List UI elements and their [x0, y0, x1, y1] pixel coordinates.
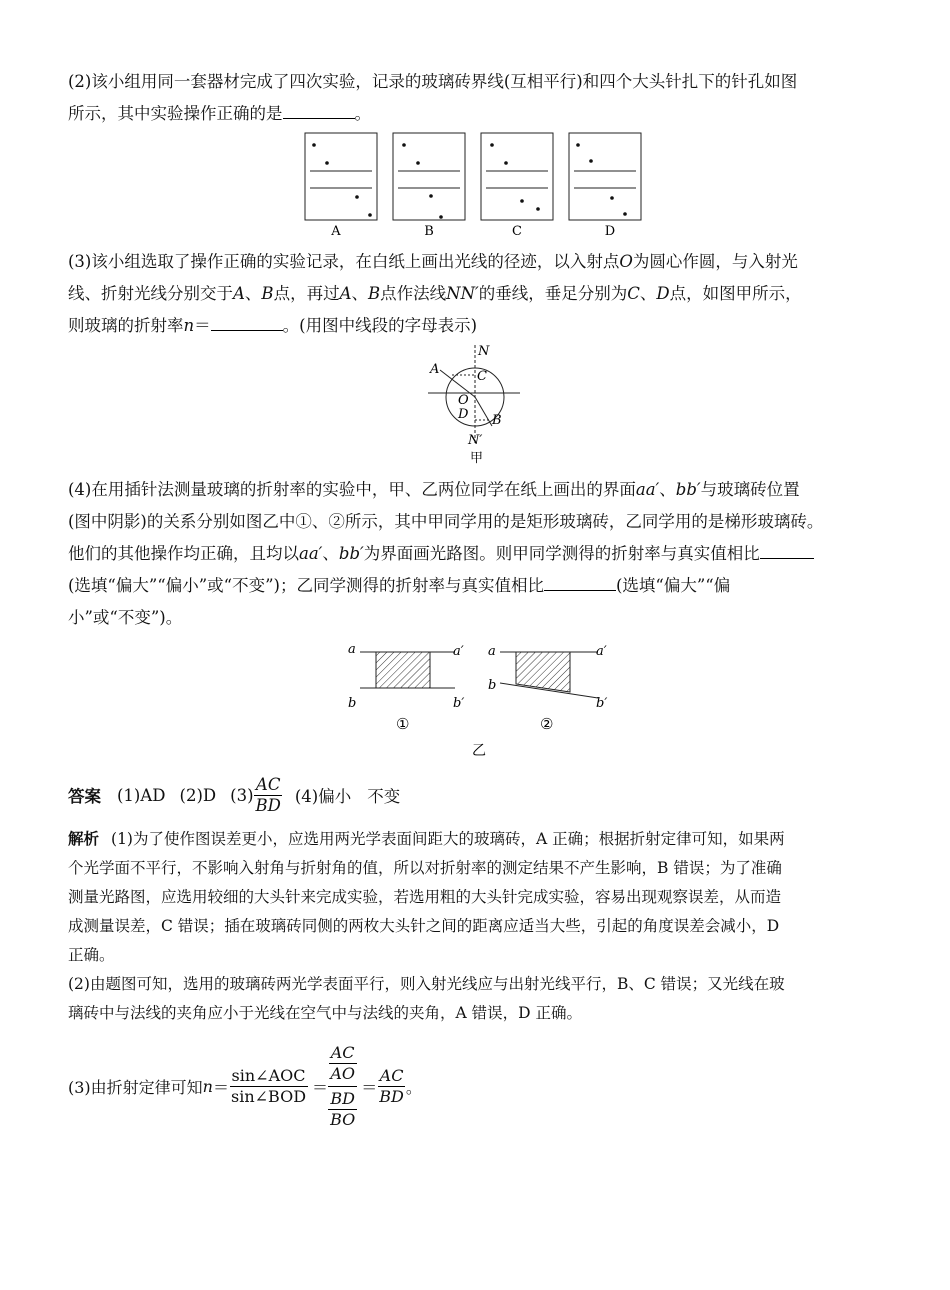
- analysis-label: 解析: [68, 829, 100, 848]
- svg-text:a: a: [488, 644, 496, 659]
- q4-blank-1: [760, 541, 814, 559]
- glass-brick-trapezoid: [516, 652, 570, 692]
- q4-line-5: 小”或“不变”)。: [68, 608, 183, 627]
- q3-text: [68, 246, 898, 342]
- result-fraction: $\frac{AC}{BD}$: [379, 1065, 404, 1106]
- option-label-a: A: [331, 224, 341, 239]
- q2-option-c-diagram: [481, 133, 553, 239]
- label-c: C: [477, 369, 487, 384]
- analysis-block: 解析 (1)为了使作图误差更小，应选用两光学表面间距大的玻璃砖，A 正确；根据折射定律可知，如果两 个光学面不平行，不影响入射角与折射角的值，所以对折射率的测定结果不产生影响，B 错误；为了准确 测量光路图，应选用较细的大头针来完成实验，若选用粗的大头针完成实验，容易出现观察误差，从而造 成测量误差，C 错误；插在玻璃砖同侧的两枚大头针之间的距离应适当大些，引起的角度误差会减小，D 正确。 (2)由题图可知，选用的玻璃砖两光学表面平行，则入射光线应与出射光线平行，B、C 错误；又光线在玻 璃砖中与法线的夹角应小于光线在空气中与法线的夹角，A 错误，D 正确。: [68, 829, 785, 1022]
- figure-yi-caption: 乙: [472, 743, 486, 759]
- q4-line-3: 他们的其他操作均正确，且均以aa′、bb′为界面画光路图。则甲同学测得的折射率与真实值相比: [68, 538, 928, 570]
- svg-text:b′: b′: [453, 696, 465, 711]
- label-o: O: [458, 393, 469, 408]
- q2-option-d-diagram: [569, 133, 641, 239]
- option-label-b: B: [424, 224, 434, 239]
- figure-jia-caption: 甲: [470, 451, 484, 466]
- q2-option-a-diagram: [305, 133, 377, 239]
- q3-answer-blank: [211, 313, 283, 331]
- svg-text:a′: a′: [453, 644, 464, 659]
- option-label-d: D: [604, 224, 616, 239]
- q2-option-b-diagram: [393, 133, 465, 239]
- q2-line-2: 所示，其中实验操作正确的是 。: [68, 98, 898, 130]
- answer-label: 答案: [68, 787, 101, 806]
- figure-yi: [340, 635, 630, 765]
- svg-text:a: a: [348, 642, 356, 657]
- svg-text:a′: a′: [596, 644, 607, 659]
- label-n-prime: N′: [468, 433, 483, 448]
- label-b: B: [492, 413, 502, 428]
- sine-fraction: $\frac{\text{sin∠AOC}}{\text{sin∠BOD}}$: [231, 1065, 307, 1106]
- diagram-2-label: ②: [540, 715, 554, 733]
- q4-text: [68, 474, 928, 634]
- figure-jia: [420, 340, 530, 470]
- q4-line-4: (选填“偏大”“偏小”或“不变”)；乙同学测得的折射率与真实值相比 (选填“偏大”“偏: [68, 570, 928, 602]
- glass-brick-rect: [376, 652, 430, 688]
- q2-figure: [300, 128, 650, 240]
- q4-blank-2: [544, 573, 616, 591]
- q4-line-2: (图中阴影)的关系分别如图乙中①、②所示，其中甲同学用的是矩形玻璃砖，乙同学用的是梯形玻璃砖。: [68, 512, 824, 531]
- label-d: D: [458, 407, 469, 422]
- option-label-c: C: [512, 224, 522, 239]
- q3-line-2: 线、折射光线分别交于A、B点，再过A、B点作法线NN′的垂线，垂足分别为C、D点，如图甲所示，: [68, 284, 802, 303]
- diagram-1-label: ①: [396, 715, 410, 733]
- label-a: A: [430, 362, 440, 377]
- q3-line-1: (3)该小组选取了操作正确的实验记录，在白纸上画出光线的径迹，以入射点O为圆心作圆，与入射光: [68, 252, 798, 271]
- q2-answer-blank: [283, 101, 355, 119]
- q2-text: [68, 66, 898, 130]
- svg-text:b: b: [488, 678, 497, 693]
- label-n: N: [478, 344, 490, 359]
- svg-text:b′: b′: [596, 696, 608, 711]
- answer-line: 答案 (1)AD (2)D (3) $\frac{AC}{BD}$ (4)偏小 不变: [68, 774, 401, 815]
- formula-line: (3)由折射定律可知 n ＝ $\frac{\text{sin∠AOC}}{\text{sin∠BOD}}$ ＝ $\frac{AC}{AO}$ $\frac{BD}{BO}$ ＝ $\frac{AC}{BD}$ 。: [68, 1042, 422, 1129]
- answer-fraction: $\frac{AC}{BD}$: [255, 774, 281, 815]
- q4-line-1: (4)在用插针法测量玻璃的折射率的实验中，甲、乙两位同学在纸上画出的界面aa′、bb′与玻璃砖位置: [68, 480, 800, 499]
- compound-fraction: $\frac{AC}{AO}$ $\frac{BD}{BO}$: [330, 1042, 356, 1129]
- svg-text:b: b: [348, 696, 357, 711]
- q3-line-3: 则玻璃的折射率n＝ 。(用图中线段的字母表示): [68, 310, 898, 342]
- q2-line-1: (2)该小组用同一套器材完成了四次实验，记录的玻璃砖界线(互相平行)和四个大头针扎下的针孔如图: [68, 72, 798, 91]
